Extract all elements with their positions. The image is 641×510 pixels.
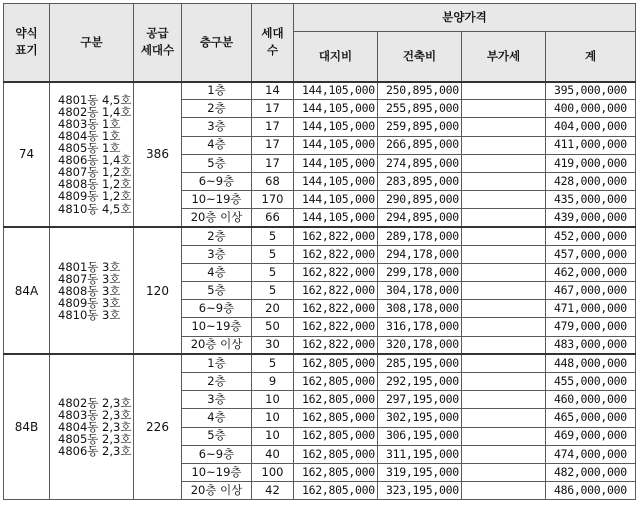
total-price-cell: 435,000,000 [546, 191, 636, 209]
table-row [4, 227, 636, 245]
vat-cell [462, 391, 546, 409]
floor-cell: 10~19층 [182, 318, 252, 336]
households-cell: 10 [252, 427, 294, 445]
total-price-cell: 486,000,000 [546, 482, 636, 500]
land-cost-cell: 162,822,000 [294, 227, 378, 245]
supply-header-line2: 세대수 [140, 43, 175, 58]
price-table [3, 3, 636, 500]
vat-cell [462, 318, 546, 336]
land-cost-cell: 144,105,000 [294, 100, 378, 118]
households-cell: 17 [252, 154, 294, 172]
building-unit-entry: 4803동 2,3호 [58, 408, 132, 423]
vat-cell [462, 136, 546, 154]
building-cost-cell: 250,895,000 [378, 82, 462, 100]
total-price-cell: 448,000,000 [546, 354, 636, 372]
land-cost-cell: 162,822,000 [294, 318, 378, 336]
vat-cell [462, 154, 546, 172]
abbr-header-line2: 표기 [15, 43, 38, 58]
floor-cell: 4층 [182, 263, 252, 281]
floor-cell: 3층 [182, 245, 252, 263]
households-cell: 17 [252, 100, 294, 118]
floor-cell: 6~9층 [182, 172, 252, 190]
land-cost-cell: 162,805,000 [294, 391, 378, 409]
vat-cell [462, 427, 546, 445]
vat-cell [462, 336, 546, 354]
floor-cell: 20층 이상 [182, 482, 252, 500]
unit-type-abbr: 84B [4, 354, 50, 500]
vat-cell [462, 118, 546, 136]
households-header [252, 4, 294, 82]
building-cost-cell: 302,195,000 [378, 409, 462, 427]
land-cost-cell: 144,105,000 [294, 118, 378, 136]
supply-units-count: 226 [134, 354, 182, 500]
vat-cell [462, 209, 546, 227]
total-price-cell: 419,000,000 [546, 154, 636, 172]
total-price-cell: 439,000,000 [546, 209, 636, 227]
building-cost-cell: 289,178,000 [378, 227, 462, 245]
supply-units-header [134, 4, 182, 82]
vat-cell [462, 245, 546, 263]
land-cost-cell: 144,105,000 [294, 82, 378, 100]
building-cost-cell: 274,895,000 [378, 154, 462, 172]
total-price-cell: 482,000,000 [546, 463, 636, 481]
building-cost-cell: 290,895,000 [378, 191, 462, 209]
building-cost-cell: 259,895,000 [378, 118, 462, 136]
vat-cell [462, 227, 546, 245]
building-unit-entry: 4801동 3호 [58, 259, 121, 274]
building-unit-list [50, 82, 134, 228]
vat-header: 부가세 [462, 32, 546, 82]
households-cell: 40 [252, 445, 294, 463]
floor-cell: 4층 [182, 409, 252, 427]
building-unit-entry: 4809동 1,2호 [58, 189, 132, 204]
abbr-header [4, 4, 50, 82]
land-cost-header: 대지비 [294, 32, 378, 82]
households-cell: 10 [252, 409, 294, 427]
building-cost-cell: 319,195,000 [378, 463, 462, 481]
land-cost-cell: 162,822,000 [294, 336, 378, 354]
land-cost-cell: 162,805,000 [294, 409, 378, 427]
land-cost-cell: 162,805,000 [294, 427, 378, 445]
building-unit-list [50, 227, 134, 354]
households-cell: 100 [252, 463, 294, 481]
table-body [4, 82, 636, 500]
building-unit-entry: 4806동 1,4호 [58, 153, 132, 168]
floor-cell: 6~9층 [182, 300, 252, 318]
category-header: 구분 [50, 4, 134, 82]
land-cost-cell: 144,105,000 [294, 154, 378, 172]
building-unit-entry: 4807동 1,2호 [58, 165, 132, 180]
floor-cell: 2층 [182, 373, 252, 391]
abbr-header-line1: 약식 [15, 26, 38, 40]
floor-cell: 4층 [182, 136, 252, 154]
floor-cell: 20층 이상 [182, 336, 252, 354]
vat-cell [462, 82, 546, 100]
building-unit-entry: 4802동 1,4호 [58, 105, 132, 119]
total-price-cell: 428,000,000 [546, 172, 636, 190]
floor-cell: 2층 [182, 227, 252, 245]
table-row [4, 354, 636, 372]
vat-cell [462, 354, 546, 372]
vat-cell [462, 100, 546, 118]
vat-cell [462, 300, 546, 318]
total-price-cell: 411,000,000 [546, 136, 636, 154]
total-price-cell: 404,000,000 [546, 118, 636, 136]
total-price-cell: 452,000,000 [546, 227, 636, 245]
building-cost-cell: 316,178,000 [378, 318, 462, 336]
households-cell: 10 [252, 391, 294, 409]
building-unit-entry: 4803동 1호 [58, 117, 121, 132]
unit-type-abbr: 84A [4, 227, 50, 354]
price-group-header: 분양가격 [294, 4, 636, 32]
building-unit-entry: 4806동 2,3호 [58, 444, 132, 459]
floor-cell: 3층 [182, 118, 252, 136]
floor-cell: 5층 [182, 282, 252, 300]
households-cell: 5 [252, 245, 294, 263]
building-unit-entry: 4807동 3호 [58, 271, 121, 286]
land-cost-cell: 162,805,000 [294, 354, 378, 372]
land-cost-cell: 162,822,000 [294, 263, 378, 281]
vat-cell [462, 191, 546, 209]
building-cost-cell: 255,895,000 [378, 100, 462, 118]
floor-header: 층구분 [182, 4, 252, 82]
total-price-cell: 479,000,000 [546, 318, 636, 336]
land-cost-cell: 162,805,000 [294, 445, 378, 463]
floor-cell: 1층 [182, 82, 252, 100]
households-cell: 5 [252, 227, 294, 245]
vat-cell [462, 282, 546, 300]
land-cost-cell: 162,805,000 [294, 373, 378, 391]
supply-units-count: 120 [134, 227, 182, 354]
building-unit-entry: 4801동 4,5호 [58, 92, 132, 107]
vat-cell [462, 463, 546, 481]
households-cell: 14 [252, 82, 294, 100]
total-price-cell: 400,000,000 [546, 100, 636, 118]
unit-type-abbr: 74 [4, 82, 50, 228]
households-header-line2: 수 [266, 43, 279, 58]
building-cost-cell: 283,895,000 [378, 172, 462, 190]
building-unit-entry: 4805동 1호 [58, 141, 121, 156]
floor-cell: 3층 [182, 391, 252, 409]
households-header-line1: 세대 [261, 26, 284, 40]
land-cost-cell: 162,822,000 [294, 245, 378, 263]
vat-cell [462, 263, 546, 281]
building-unit-entry: 4805동 2,3호 [58, 432, 132, 447]
total-header: 계 [546, 32, 636, 82]
households-cell: 9 [252, 373, 294, 391]
total-price-cell: 467,000,000 [546, 282, 636, 300]
vat-cell [462, 409, 546, 427]
floor-cell: 1층 [182, 354, 252, 372]
households-cell: 5 [252, 354, 294, 372]
floor-cell: 20층 이상 [182, 209, 252, 227]
vat-cell [462, 445, 546, 463]
building-unit-entry: 4808동 1,2호 [58, 177, 132, 192]
vat-cell [462, 482, 546, 500]
building-cost-cell: 285,195,000 [378, 354, 462, 372]
building-cost-cell: 311,195,000 [378, 445, 462, 463]
land-cost-cell: 144,105,000 [294, 136, 378, 154]
building-cost-cell: 292,195,000 [378, 373, 462, 391]
households-cell: 68 [252, 172, 294, 190]
building-cost-cell: 294,178,000 [378, 245, 462, 263]
total-price-cell: 457,000,000 [546, 245, 636, 263]
households-cell: 17 [252, 118, 294, 136]
building-cost-cell: 299,178,000 [378, 263, 462, 281]
building-cost-cell: 320,178,000 [378, 336, 462, 354]
floor-cell: 5층 [182, 154, 252, 172]
land-cost-cell: 144,105,000 [294, 172, 378, 190]
land-cost-cell: 162,822,000 [294, 300, 378, 318]
households-cell: 20 [252, 300, 294, 318]
building-cost-header: 건축비 [378, 32, 462, 82]
building-unit-entry: 4804동 1호 [58, 129, 121, 144]
total-price-cell: 455,000,000 [546, 373, 636, 391]
households-cell: 5 [252, 282, 294, 300]
building-unit-list [50, 354, 134, 500]
building-unit-entry: 4810동 4,5호 [58, 201, 132, 216]
land-cost-cell: 162,805,000 [294, 463, 378, 481]
land-cost-cell: 162,805,000 [294, 482, 378, 500]
total-price-cell: 395,000,000 [546, 82, 636, 100]
vat-cell [462, 172, 546, 190]
building-cost-cell: 306,195,000 [378, 427, 462, 445]
total-price-cell: 465,000,000 [546, 409, 636, 427]
supply-units-count: 386 [134, 82, 182, 228]
table-header [4, 4, 636, 82]
building-unit-entry: 4802동 2,3호 [58, 396, 132, 411]
building-unit-entry: 4808동 3호 [58, 283, 121, 298]
floor-cell: 10~19층 [182, 191, 252, 209]
floor-cell: 5층 [182, 427, 252, 445]
total-price-cell: 483,000,000 [546, 336, 636, 354]
table-row [4, 82, 636, 100]
building-cost-cell: 323,195,000 [378, 482, 462, 500]
floor-cell: 6~9층 [182, 445, 252, 463]
households-cell: 42 [252, 482, 294, 500]
vat-cell [462, 373, 546, 391]
total-price-cell: 474,000,000 [546, 445, 636, 463]
floor-cell: 10~19층 [182, 463, 252, 481]
total-price-cell: 460,000,000 [546, 391, 636, 409]
building-unit-entry: 4809동 3호 [58, 295, 121, 310]
households-cell: 50 [252, 318, 294, 336]
building-cost-cell: 304,178,000 [378, 282, 462, 300]
building-unit-entry: 4810동 3호 [58, 307, 121, 322]
total-price-cell: 469,000,000 [546, 427, 636, 445]
building-cost-cell: 297,195,000 [378, 391, 462, 409]
total-price-cell: 462,000,000 [546, 263, 636, 281]
building-cost-cell: 308,178,000 [378, 300, 462, 318]
building-unit-entry: 4804동 2,3호 [58, 420, 132, 435]
households-cell: 30 [252, 336, 294, 354]
building-cost-cell: 294,895,000 [378, 209, 462, 227]
supply-header-line1: 공급 [146, 26, 169, 40]
floor-cell: 2층 [182, 100, 252, 118]
total-price-cell: 471,000,000 [546, 300, 636, 318]
building-cost-cell: 266,895,000 [378, 136, 462, 154]
land-cost-cell: 144,105,000 [294, 191, 378, 209]
households-cell: 5 [252, 263, 294, 281]
land-cost-cell: 162,822,000 [294, 282, 378, 300]
land-cost-cell: 144,105,000 [294, 209, 378, 227]
households-cell: 17 [252, 136, 294, 154]
households-cell: 170 [252, 191, 294, 209]
households-cell: 66 [252, 209, 294, 227]
